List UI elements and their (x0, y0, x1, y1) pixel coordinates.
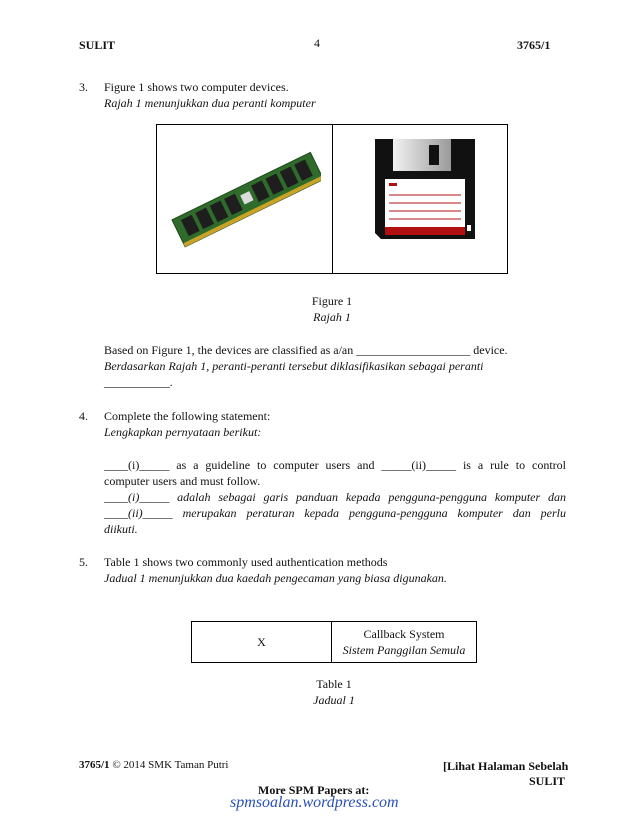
question-3-ask-ms-2: ___________. (104, 375, 173, 389)
question-3-number: 3. (79, 80, 88, 94)
question-3-ask-ms-1: Berdasarkan Rajah 1, peranti-peranti tersebut diklasifikasikan sebagai peranti (104, 359, 484, 373)
header-sulit: SULIT (79, 38, 116, 52)
floppy-disk-icon (371, 137, 479, 241)
figure-1-caption-ms: Rajah 1 (313, 310, 351, 324)
question-5-ms: Jadual 1 menunjukkan dua kaedah pengecaman yang biasa digunakan. (104, 571, 447, 585)
question-4-statement-en-2: computer users and must follow. (104, 474, 261, 488)
footer-code: 3765/1 (79, 759, 110, 771)
question-5-number: 5. (79, 555, 88, 569)
table-1-caption-ms: Jadual 1 (313, 693, 355, 707)
footer-site-link[interactable]: spmsoalan.wordpress.com (230, 794, 399, 811)
footer-next-page: [Lihat Halaman Sebelah (443, 759, 569, 773)
question-4-en: Complete the following statement: (104, 409, 271, 423)
footer-sulit: SULIT (529, 774, 566, 788)
figure-1-caption-en: Figure 1 (311, 294, 353, 308)
question-4-statement-ms-2: ____(ii)_____ merupakan peraturan kepada pengguna-pengguna komputer dan perlu (104, 506, 566, 520)
question-4-number: 4. (79, 409, 88, 423)
question-3-en: Figure 1 shows two computer devices. (104, 80, 289, 94)
table-1-caption-en: Table 1 (316, 677, 352, 691)
question-3-ask-en: Based on Figure 1, the devices are classified as a/an ___________________ device. (104, 343, 508, 357)
question-4-statement-ms-1: ____(i)_____ adalah sebagai garis panduan kepada pengguna-pengguna komputer dan (104, 490, 566, 504)
question-4-ms: Lengkapkan pernyataan berikut: (104, 425, 262, 439)
question-5-en: Table 1 shows two commonly used authentication methods (104, 555, 388, 569)
footer-more-papers: More SPM Papers at: (258, 783, 370, 797)
header-code: 3765/1 (517, 38, 551, 52)
table-1-cell-x: X (257, 635, 266, 649)
footer-copyright (79, 759, 228, 771)
table-1-cell-callback-en: Callback System (363, 627, 445, 641)
figure-1-divider (332, 125, 333, 273)
table-1 (191, 621, 477, 663)
figure-1-box (156, 124, 508, 274)
ram-module-icon (171, 141, 321, 251)
page-number: 4 (314, 36, 320, 50)
footer-copyright-text: © 2014 SMK Taman Putri (112, 759, 229, 771)
question-4-statement-ms-3: diikuti. (104, 522, 138, 536)
table-1-cell-callback-ms: Sistem Panggilan Semula (342, 643, 466, 657)
question-3-ms: Rajah 1 menunjukkan dua peranti komputer (104, 96, 316, 110)
question-4-statement-en-1: ____(i)_____ as a guideline to computer users and _____(ii)_____ is a rule to control (104, 458, 566, 472)
